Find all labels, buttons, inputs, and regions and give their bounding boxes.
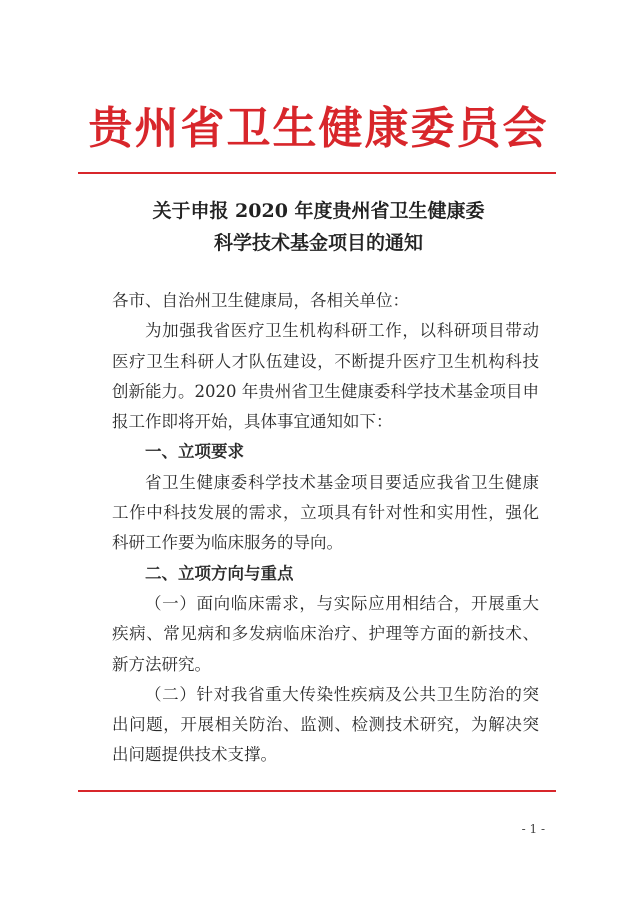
- red-divider-top: [78, 172, 556, 174]
- intro-paragraph: 为加强我省医疗卫生机构科研工作，以科研项目带动医疗卫生科研人才队伍建设，不断提升医疗卫生机构科技创新能力。2020 年贵州省卫生健康委科学技术基金项目申报工作即将开始，具体事宜通知如下：: [112, 321, 539, 432]
- section1-paragraph: 省卫生健康委科学技术基金项目要适应我省卫生健康工作中科技发展的需求，立项具有针对性和实用性，强化科研工作要为临床服务的导向。: [112, 472, 539, 553]
- document-title-line2: 科学技术基金项目的通知: [213, 232, 423, 254]
- document-body: [112, 286, 539, 771]
- document-title-line1: 关于申报 2020 年度贵州省卫生健康委: [152, 200, 485, 222]
- page-number: - 1 -: [521, 822, 545, 836]
- section1-heading: 一、立项要求: [145, 442, 244, 462]
- red-divider-bottom: [78, 790, 556, 792]
- section2-item2: （二）针对我省重大传染性疾病及公共卫生防治的突出问题，开展相关防治、监测、检测技术研究，为解决突出问题提供技术支撑。: [112, 684, 539, 765]
- section2-heading: 二、立项方向与重点: [145, 563, 294, 583]
- section2-item1: （一）面向临床需求，与实际应用相结合，开展重大疾病、常见病和多发病临床治疗、护理等方面的新技术、新方法研究。: [112, 593, 539, 674]
- salutation: 各市、自治州卫生健康局，各相关单位：: [112, 291, 409, 310]
- organization-header: 贵州省卫生健康委员会: [88, 103, 549, 154]
